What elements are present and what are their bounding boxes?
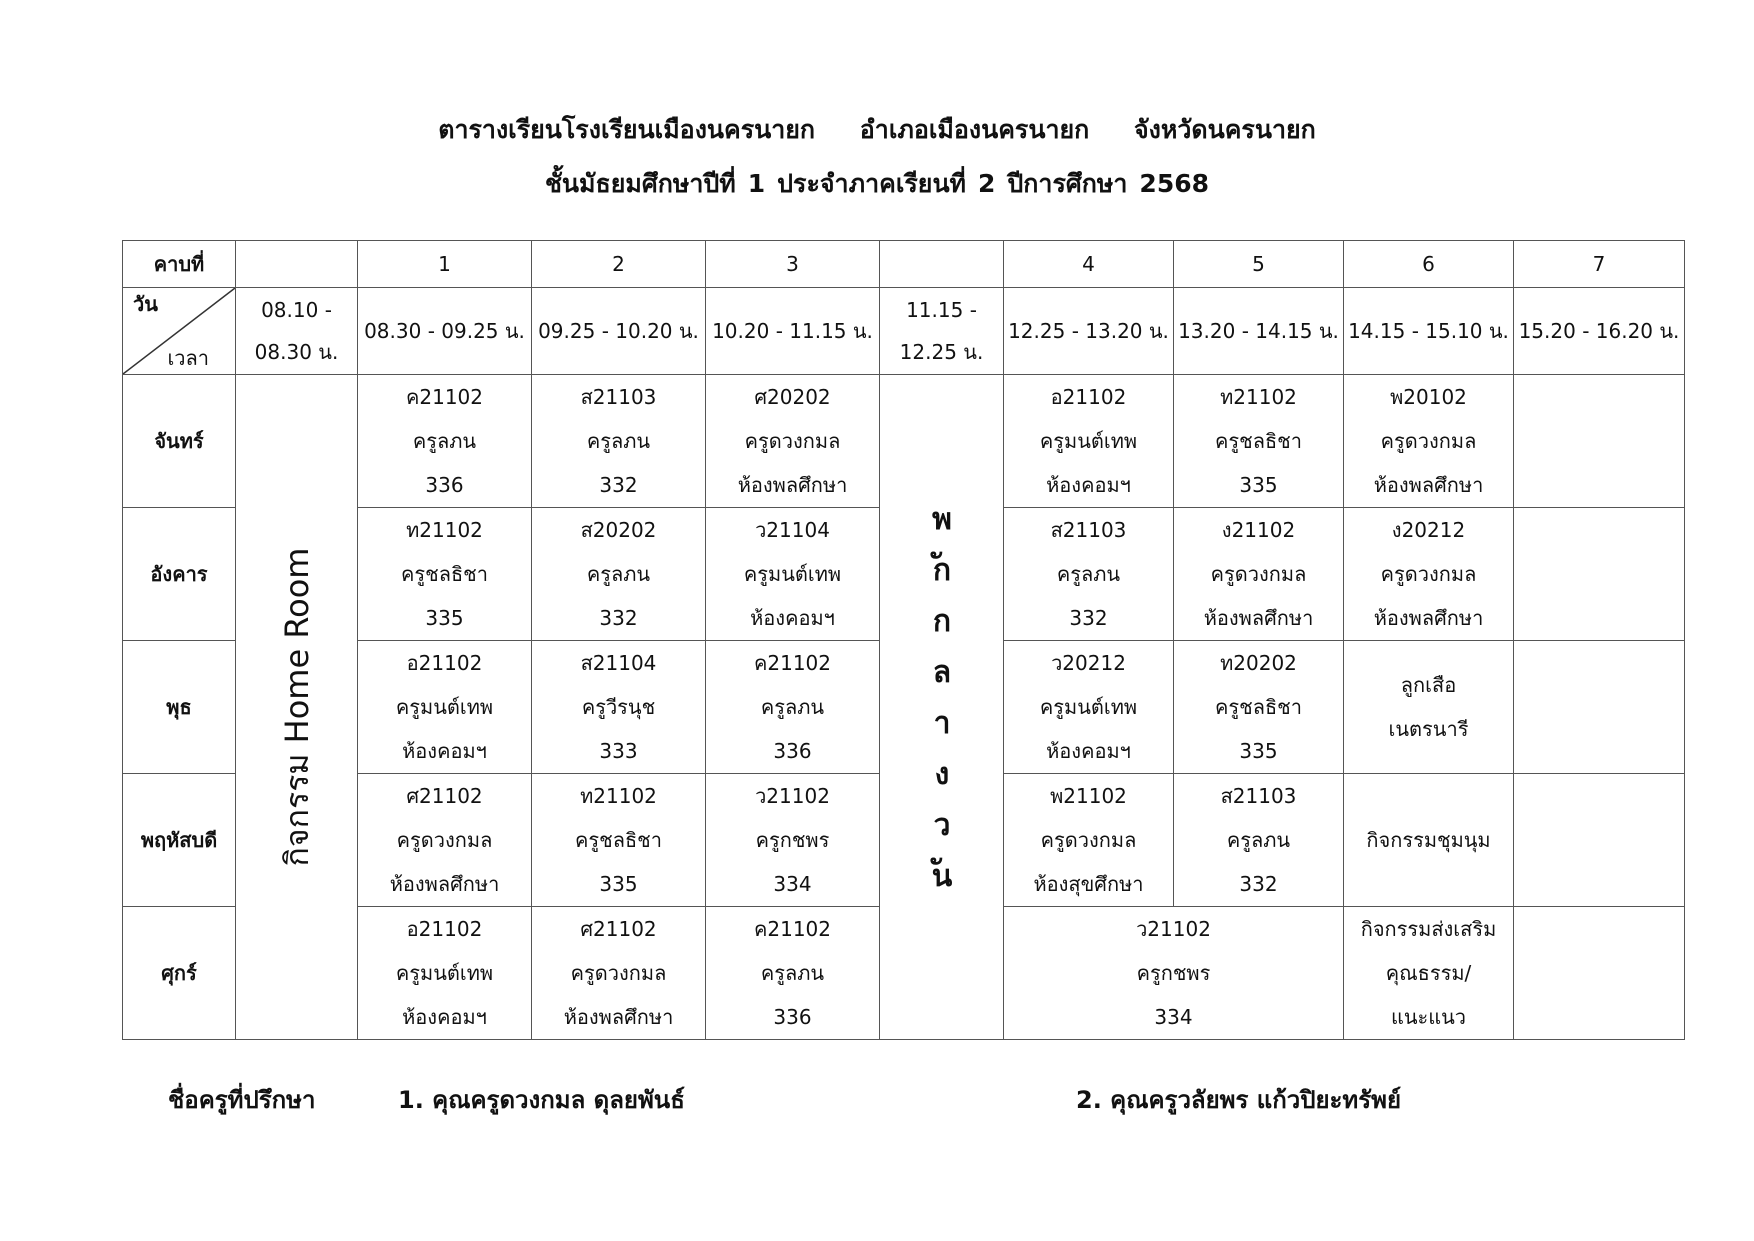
period-time: 15.20 - 16.20 น. [1514,288,1685,375]
homeroom-time [236,288,358,375]
time-end: 12.25 น. [899,340,984,364]
time-start: 11.15 - [906,298,977,322]
class-cell-double: ว21102 ครูกชพร 334 [1004,907,1344,1040]
empty-cell [1514,508,1685,641]
class-cell: ท21102 ครูชลธิชา 335 [532,774,706,907]
period-label: คาบที่ [123,241,236,288]
empty-cell [1514,641,1685,774]
class-cell: ว20212 ครูมนต์เทพ ห้องคอมฯ [1004,641,1174,774]
class-cell: ค21102 ครูลภน 336 [706,641,880,774]
timetable [122,240,1685,1040]
class-cell: พ20102 ครูดวงกมล ห้องพลศึกษา [1344,375,1514,508]
semester-value: 2 [978,169,996,198]
period-header-row [123,241,1685,288]
empty-cell [1514,774,1685,907]
class-cell: ว21102 ครูกชพร 334 [706,774,880,907]
class-cell: พ21102 ครูดวงกมล ห้องสุขศึกษา [1004,774,1174,907]
class-cell: ง20212 ครูดวงกมล ห้องพลศึกษา [1344,508,1514,641]
period-time: 14.15 - 15.10 น. [1344,288,1514,375]
day-name: จันทร์ [123,375,236,508]
empty-cell [1514,907,1685,1040]
grade-label: ชั้นมัธยมศึกษาปีที่ [544,169,736,198]
class-cell: ศ21102 ครูดวงกมล ห้องพลศึกษา [532,907,706,1040]
homeroom-cell [236,375,358,1040]
time-row [123,288,1685,375]
advisor-teacher-1: 1. คุณครูดวงกมล ดุลยพันธ์ [398,1086,685,1114]
class-cell: ง21102 ครูดวงกมล ห้องพลศึกษา [1174,508,1344,641]
period-time: 12.25 - 13.20 น. [1004,288,1174,375]
period-number: 1 [358,241,532,288]
time-end: 08.30 น. [254,340,339,364]
day-time-corner [123,288,236,375]
day-name: พฤหัสบดี [123,774,236,907]
year-label: ปีการศึกษา [1007,169,1128,198]
class-cell: ท20202 ครูชลธิชา 335 [1174,641,1344,774]
year-value: 2568 [1139,169,1210,198]
period-time: 08.30 - 09.25 น. [358,288,532,375]
scout-cell: ลูกเสือ เนตรนารี [1344,641,1514,774]
period-time: 13.20 - 14.15 น. [1174,288,1344,375]
guidance-cell: กิจกรรมส่งเสริม คุณธรรม/ แนะแนว [1344,907,1514,1040]
class-cell: อ21102 ครูมนต์เทพ ห้องคอมฯ [1004,375,1174,508]
period-number: 2 [532,241,706,288]
homeroom-text: กิจกรรม Home Room [277,547,316,867]
time-label: เวลา [167,346,209,370]
day-name: ศุกร์ [123,907,236,1040]
empty-cell [1514,375,1685,508]
province-name: จังหวัดนครนายก [1134,115,1316,144]
grade-value: 1 [747,169,766,198]
class-cell: ค21102 ครูลภน 336 [706,907,880,1040]
period-number: 7 [1514,241,1685,288]
class-cell: อ21102 ครูมนต์เทพ ห้องคอมฯ [358,641,532,774]
period-number: 3 [706,241,880,288]
period-header-lunch [880,241,1004,288]
day-name: พุธ [123,641,236,774]
advisor-label: ชื่อครูที่ปรึกษา [168,1086,316,1114]
class-cell: ส21103 ครูลภน 332 [1174,774,1344,907]
school-name: ตารางเรียนโรงเรียนเมืองนครนายก [438,115,816,144]
lunch-text: พักกลางวัน [924,495,960,904]
period-number: 6 [1344,241,1514,288]
class-cell: ศ21102 ครูดวงกมล ห้องพลศึกษา [358,774,532,907]
schedule-title-line2 [0,164,1754,204]
class-cell: ค21102 ครูลภน 336 [358,375,532,508]
class-cell: ท21102 ครูชลธิชา 335 [358,508,532,641]
day-label: วัน [133,292,158,316]
class-cell: ศ20202 ครูดวงกมล ห้องพลศึกษา [706,375,880,508]
class-cell: ส20202 ครูลภน 332 [532,508,706,641]
lunch-cell [880,375,1004,1040]
period-time: 09.25 - 10.20 น. [532,288,706,375]
class-cell: ส21103 ครูลภน 332 [1004,508,1174,641]
semester-label: ประจำภาคเรียนที่ [777,169,967,198]
district-name: อำเภอเมืองนครนายก [859,115,1090,144]
time-start: 08.10 - [261,298,332,322]
day-row-monday [123,375,1685,508]
class-cell: อ21102 ครูมนต์เทพ ห้องคอมฯ [358,907,532,1040]
period-time: 10.20 - 11.15 น. [706,288,880,375]
club-cell: กิจกรรมชุมนุม [1344,774,1514,907]
advisor-teacher-2: 2. คุณครูวลัยพร แก้วปิยะทรัพย์ [1076,1086,1402,1114]
schedule-title-line1 [0,110,1754,150]
class-cell: ส21103 ครูลภน 332 [532,375,706,508]
lunch-time [880,288,1004,375]
class-cell: ส21104 ครูวีรนุช 333 [532,641,706,774]
period-number: 4 [1004,241,1174,288]
class-cell: ท21102 ครูชลธิชา 335 [1174,375,1344,508]
class-cell: ว21104 ครูมนต์เทพ ห้องคอมฯ [706,508,880,641]
day-name: อังคาร [123,508,236,641]
period-number: 5 [1174,241,1344,288]
period-header-homeroom [236,241,358,288]
